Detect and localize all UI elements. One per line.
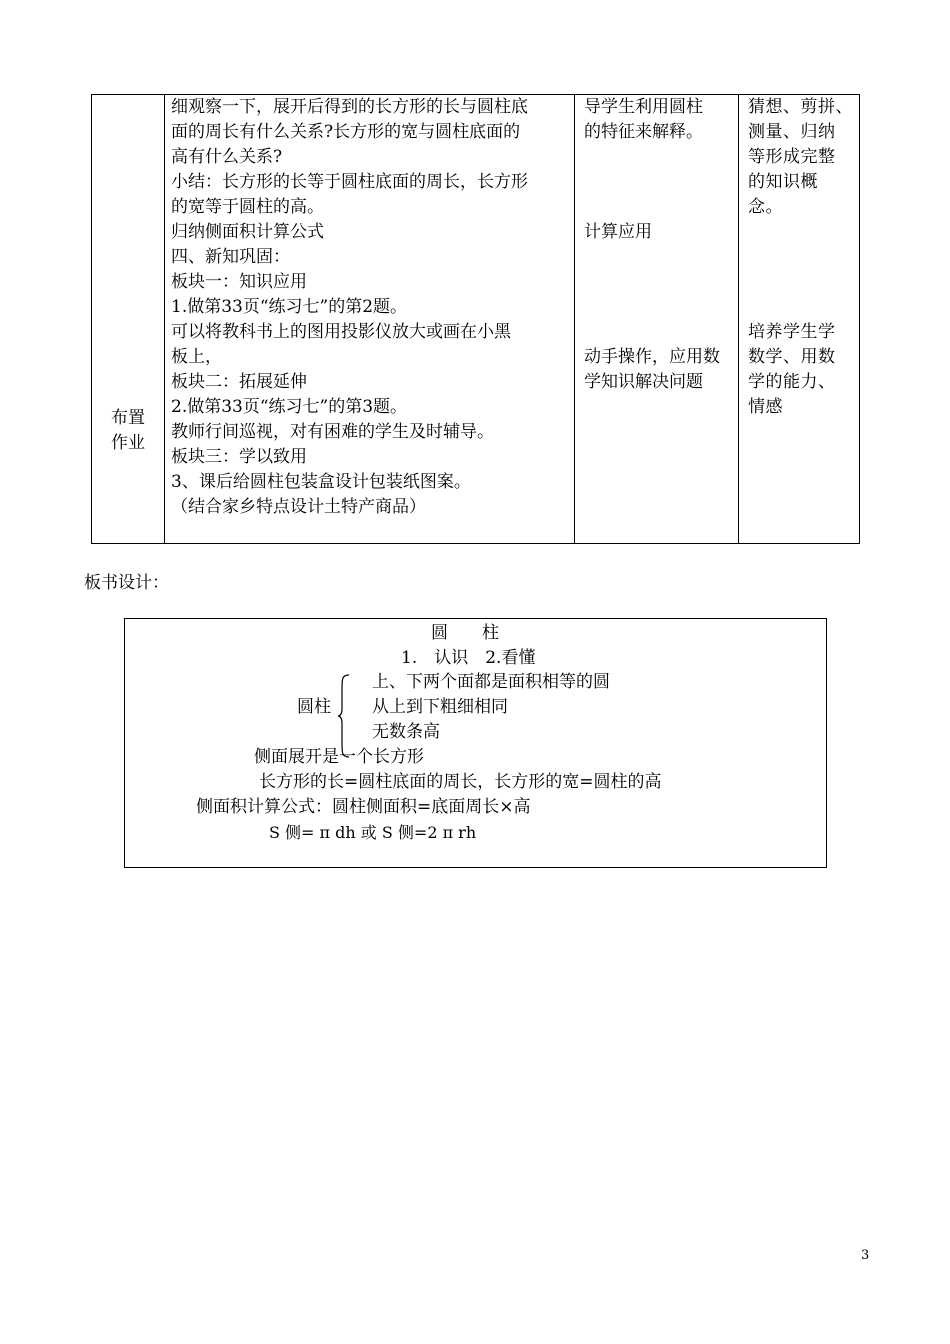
cell-line: 板块三：学以致用 (171, 447, 307, 467)
cell-line: 的知识概 (748, 172, 818, 192)
cell-line: （结合家乡特点设计土特产商品） (171, 497, 426, 517)
cell-line: 教师行间巡视，对有困难的学生及时辅导。 (171, 422, 494, 442)
design-intent-top (748, 95, 853, 217)
cell-line (584, 245, 720, 270)
cell-line: 动手操作，应用数 (584, 347, 720, 367)
column-divider (164, 95, 165, 543)
cell-line: 念。 (748, 197, 783, 217)
board-formula-s: S 侧= π dh 或 S 侧=2 π rh (269, 823, 477, 842)
cell-line: 2.做第33页“练习七”的第3题。 (171, 397, 408, 417)
row-label-line: 作业 (111, 433, 145, 453)
board-unfold: 侧面展开是一个长方形 (254, 747, 424, 767)
cell-line: 归纳侧面积计算公式 (171, 222, 324, 242)
cell-line: 小结：长方形的长等于圆柱底面的周长，长方形 (171, 172, 528, 192)
cell-line: 板上， (171, 347, 222, 367)
board-title: 圆 柱 (431, 623, 499, 643)
design-intent-bottom (748, 320, 853, 417)
cell-line: 培养学生学 (748, 322, 836, 342)
board-relation: 长方形的长=圆柱底面的周长，长方形的宽=圆柱的高 (259, 772, 662, 792)
board-formula: 侧面积计算公式：圆柱侧面积=底面周长×高 (196, 797, 531, 817)
cell-line: 板块一：知识应用 (171, 272, 307, 292)
column-divider (574, 95, 575, 543)
cell-line: 四、新知巩固： (171, 247, 290, 267)
row-label-line: 布置 (111, 408, 145, 428)
cell-line: 猜想、剪拼、 (748, 97, 853, 117)
brace-item: 无数条高 (372, 722, 440, 742)
cell-line (584, 170, 720, 195)
blackboard-design (124, 618, 827, 868)
brace-item: 从上到下粗细相同 (372, 697, 508, 717)
cell-line: 等形成完整 (748, 147, 836, 167)
cell-line: 3、课后给圆柱包装盒设计包装纸图案。 (171, 472, 471, 492)
cell-line: 的宽等于圆柱的高。 (171, 197, 324, 217)
cell-line: 测量、归纳 (748, 122, 836, 142)
cell-line (584, 295, 720, 320)
cell-line: 板块二：拓展延伸 (171, 372, 307, 392)
cell-line: 细观察一下，展开后得到的长方形的长与圆柱底 (171, 97, 528, 117)
cell-line (584, 195, 720, 220)
cell-line: 导学生利用圆柱 (584, 97, 703, 117)
student-activity-cell (584, 95, 720, 395)
cell-line: 学知识解决问题 (584, 372, 703, 392)
cell-line: 的特征来解释。 (584, 122, 703, 142)
cell-line: 可以将教科书上的图用投影仪放大或画在小黑 (171, 322, 511, 342)
column-divider (738, 95, 739, 543)
design-intent-cell (748, 95, 853, 417)
board-design-label: 板书设计： (84, 573, 169, 593)
cell-line: 数学、用数 (748, 347, 836, 367)
cell-line (584, 270, 720, 295)
cell-line: 学的能力、 (748, 372, 836, 392)
cell-line: 面的周长有什么关系?长方形的宽与圆柱底面的 (171, 122, 521, 142)
teacher-activity-cell (171, 95, 528, 520)
cell-line: 高有什么关系? (171, 147, 283, 167)
row-label (92, 406, 164, 456)
cell-line: 1.做第33页“练习七”的第2题。 (171, 297, 408, 317)
cell-line (584, 320, 720, 345)
lesson-table (91, 94, 860, 544)
cell-line: 情感 (748, 397, 783, 417)
cell-line: 计算应用 (584, 222, 652, 242)
brace-item: 上、下两个面都是面积相等的圆 (372, 672, 610, 692)
cell-line (584, 145, 720, 170)
page-number: 3 (861, 1248, 870, 1263)
brace-label: 圆柱 (297, 697, 331, 717)
board-subtitle: 1. 认识 2.看懂 (401, 648, 536, 668)
